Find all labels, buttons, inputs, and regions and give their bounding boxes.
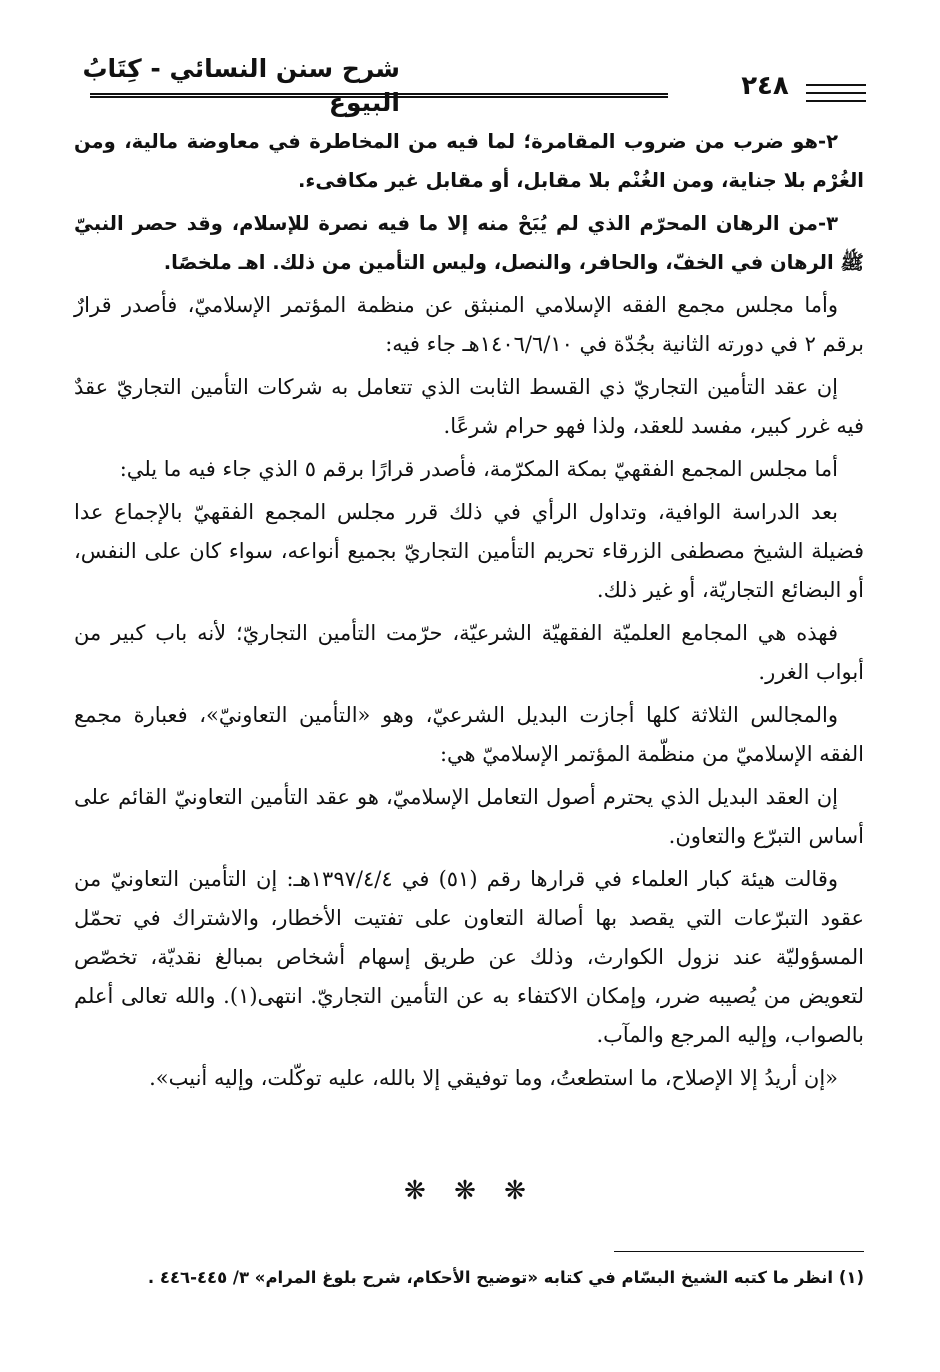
section-separator: ❋ ❋ ❋ <box>404 1176 536 1206</box>
paragraph: وقالت هيئة كبار العلماء في قرارها رقم (٥١) في ١٣٩٧/٤/٤هـ: إن التأمين التعاونيّ من عقود التبرّعات التي يقصد بها أصالة التعاون على تفتيت الأخطار، والاشتراك في تحمّل المسؤوليّة عند نزول الكوارث، وذلك عن طريق إسهام أشخاص بمبالغ نقديّة، تخصّص لتعويض من يُصيبه ضرر، وإمكان الاكتفاء به عن التأمين التجاريّ. انتهى(١). والله تعالى أعلم بالصواب، وإليه المرجع والمآب. <box>74 867 864 1047</box>
footnote-rule <box>614 1251 864 1252</box>
paragraph: ٢-هو ضرب من ضروب المقامرة؛ لما فيه من المخاطرة في معاوضة مالية، ومن الغُرْم بلا جناية، ومن الغُنْم بلا مقابل، أو مقابل غير مكافىء. <box>74 130 864 192</box>
paragraph: ٣-من الرهان المحرّم الذي لم يُبَحْ منه إلا ما فيه نصرة للإسلام، وقد حصر النبيّ ﷺ الرهان في الخفّ، والحافر، والنصل، وليس التأمين من ذلك. اهـ ملخصًا. <box>74 212 864 274</box>
header-double-rule <box>90 93 668 98</box>
paragraph: «إن أريدُ إلا الإصلاح، ما استطعتُ، وما توفيقي إلا بالله، عليه توكّلت، وإليه أنيب». <box>149 1066 838 1090</box>
footnote: (١) انظر ما كتبه الشيخ البسّام في كتابه «توضيح الأحكام، شرح بلوغ المرام» ٣/ ٤٤٥-٤٤٦ . <box>147 1268 864 1287</box>
paragraph: إن العقد البديل الذي يحترم أصول التعامل الإسلاميّ، هو عقد التأمين التعاونيّ القائم على أساس التبرّع والتعاون. <box>74 785 864 848</box>
running-header-title: شرح سنن النسائي - كِتَابُ البيوع <box>82 54 400 117</box>
page-number: ٢٤٨ <box>741 71 789 101</box>
paragraph: وأما مجلس مجمع الفقه الإسلامي المنبثق عن منظمة المؤتمر الإسلاميّ، فأصدر قرارٌ برقم ٢ في دورته الثانية بجُدّة في ١٤٠٦/٦/١٠هـ جاء فيه: <box>74 293 864 356</box>
paragraph: أما مجلس المجمع الفقهيّ بمكة المكرّمة، فأصدر قرارًا برقم ٥ الذي جاء فيه ما يلي: <box>119 457 838 481</box>
paragraph: والمجالس الثلاثة كلها أجازت البديل الشرعيّ، وهو «التأمين التعاونيّ»، فعبارة مجمع الفقه الإسلاميّ من منظّمة المؤتمر الإسلاميّ هي: <box>74 703 864 766</box>
main-text <box>74 122 864 1102</box>
paragraph: بعد الدراسة الوافية، وتداول الرأي في ذلك قرر مجلس المجمع الفقهيّ بالإجماع عدا فضيلة الشيخ مصطفى الزرقاء تحريم التأمين التجاريّ بجميع أنواعه، سواء كان على النفس، أو البضائع التجاريّة، أو غير ذلك. <box>74 500 864 602</box>
paragraph: فهذه هي المجامع العلميّة الفقهيّة الشرعيّة، حرّمت التأمين التجاريّ؛ لأنه باب كبير من أبواب الغرر. <box>74 621 864 684</box>
page-number-rule <box>806 92 866 94</box>
page-number-rule <box>806 100 866 102</box>
page-number-rule <box>806 84 866 86</box>
paragraph: إن عقد التأمين التجاريّ ذي القسط الثابت الذي تتعامل به شركات التأمين التجاريّ عقدٌ فيه غرر كبير، مفسد للعقد، ولذا فهو حرام شرعًا. <box>74 375 864 438</box>
